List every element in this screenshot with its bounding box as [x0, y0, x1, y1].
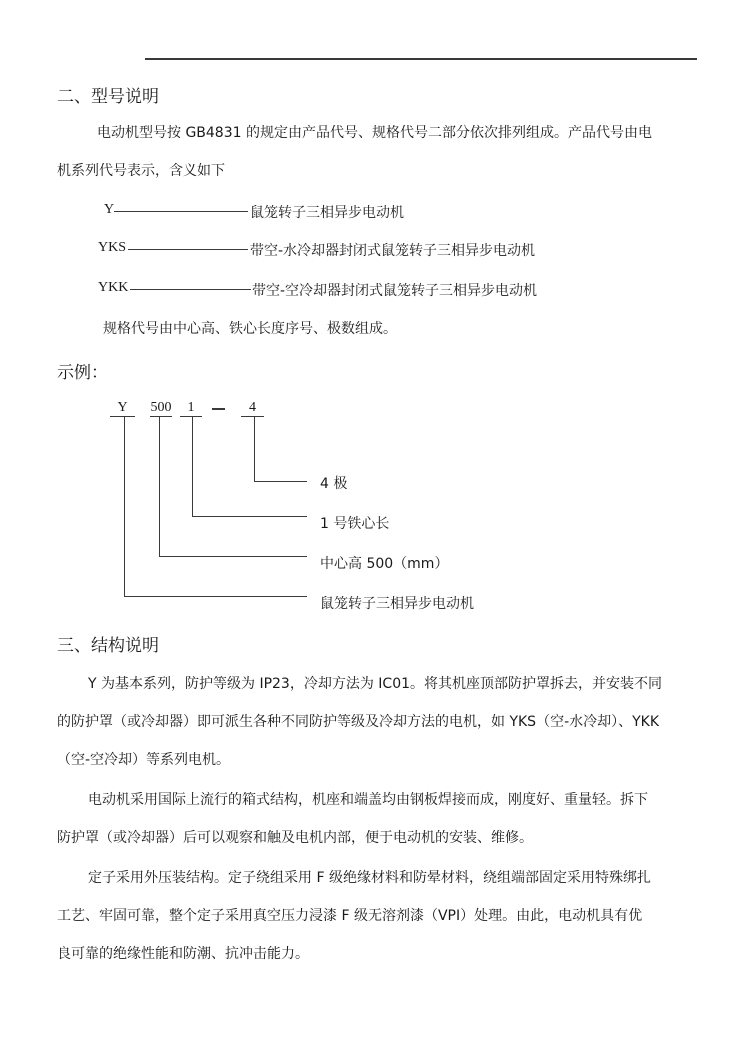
- code-label: YKK: [98, 280, 129, 295]
- section-heading-structure: 三、结构说明: [57, 636, 159, 656]
- code-meaning: 带空-水冷却器封闭式鼠笼转子三相异步电动机: [250, 243, 536, 259]
- intro-line-2: 机系列代号表示，含义如下: [57, 163, 225, 179]
- connector-core-vertical: [192, 417, 193, 516]
- code-part-core-length: 1: [180, 400, 202, 417]
- code-part-center-height: 500: [150, 400, 172, 415]
- intro-line-1: 电动机型号按 GB4831 的规定由产品代号、规格代号二部分依次排列组成。产品代号由电: [97, 125, 652, 141]
- code-meaning: 带空-空冷却器封闭式鼠笼转子三相异步电动机: [252, 283, 538, 299]
- structure-para1-line1: Y 为基本系列，防护等级为 IP23，冷却方法为 IC01。将其机座顶部防护罩拆去，并安装不同: [88, 676, 663, 692]
- structure-para1-line2: 的防护罩（或冷却器）即可派生各种不同防护等级及冷却方法的电机，如 YKS（空-水冷却）、YKK: [57, 714, 660, 730]
- header-rule: [145, 58, 697, 60]
- code-part-poles: 4: [241, 400, 264, 417]
- code-meaning: 鼠笼转子三相异步电动机: [250, 205, 404, 221]
- structure-para2-line2: 防护罩（或冷却器）后可以观察和触及电机内部，便于电动机的安装、维修。: [57, 830, 533, 846]
- connector-series-horizontal: [124, 596, 307, 597]
- connector-height-vertical: [159, 417, 160, 556]
- code-dash-line: [128, 249, 248, 250]
- explanation-poles: 4 极: [320, 476, 348, 492]
- connector-height-horizontal: [159, 556, 307, 557]
- code-dash-line: [114, 211, 248, 212]
- connector-core-horizontal: [192, 516, 307, 517]
- structure-para3-line2: 工艺、牢固可靠，整个定子采用真空压力浸漆 F 级无溶剂漆（VPI）处理。由此，电动机具有优: [57, 908, 643, 924]
- spec-note: 规格代号由中心高、铁心长度序号、极数组成。: [103, 321, 397, 337]
- structure-para2-line1: 电动机采用国际上流行的箱式结构，机座和端盖均由钢板焊接而成，刚度好、重量轻。拆下: [88, 792, 648, 808]
- code-separator-dash: [212, 408, 225, 410]
- code-part-series: Y: [110, 400, 135, 417]
- code-label: YKS: [98, 240, 127, 255]
- connector-series-vertical: [124, 417, 125, 596]
- connector-poles-vertical: [254, 417, 255, 481]
- explanation-core-length: 1 号铁心长: [320, 516, 390, 532]
- explanation-center-height: 中心高 500（mm）: [320, 556, 449, 572]
- code-label: Y: [104, 202, 115, 217]
- structure-para1-line3: （空-空冷却）等系列电机。: [57, 752, 231, 768]
- section-heading-model: 二、型号说明: [57, 87, 159, 107]
- structure-para3-line1: 定子采用外压装结构。定子绕组采用 F 级绝缘材料和防晕材料，绕组端部固定采用特殊绑扎: [88, 870, 651, 886]
- code-dash-line: [130, 289, 251, 290]
- example-label: 示例：: [57, 363, 108, 383]
- explanation-series: 鼠笼转子三相异步电动机: [320, 596, 474, 612]
- connector-poles-horizontal: [254, 481, 307, 482]
- structure-para3-line3: 良可靠的绝缘性能和防潮、抗冲击能力。: [57, 946, 309, 962]
